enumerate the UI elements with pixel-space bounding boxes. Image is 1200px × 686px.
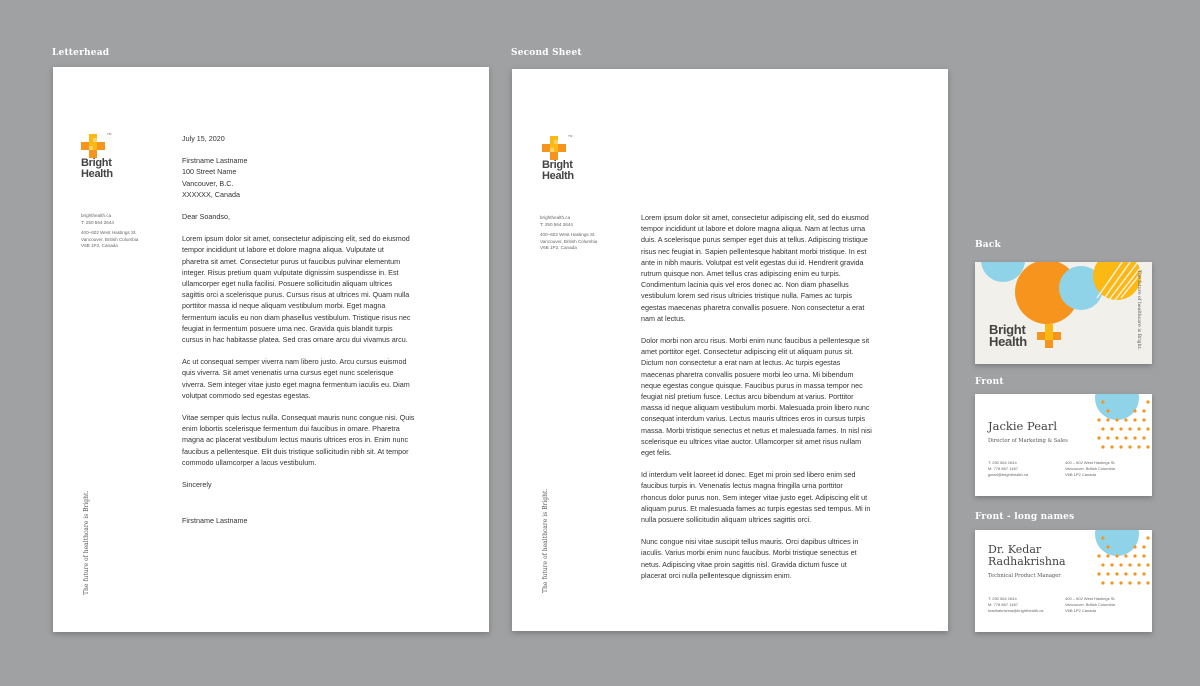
business-card-front-long <box>975 530 1152 632</box>
vertical-tagline: The future of healthcare is Bright. <box>542 488 549 593</box>
closing: Sincerely <box>182 480 212 490</box>
cross-logo-icon <box>81 134 105 158</box>
label-letterhead: Letterhead <box>52 48 110 58</box>
tm-mark: TM <box>568 134 573 138</box>
label-front-long: Front - long names <box>975 512 1075 522</box>
letter-paragraph-2: Ac ut consequat semper viverra nam libero justo. Arcu cursus euismod quis viverra. Sit amet venenatis urna cursus eget nunc scelerisque viverra. Sem integer vitae justo eget magna fermentum iaculis eu. Diam volutpat commodo sed egestas egestas. <box>182 357 410 400</box>
cross-logo-icon <box>542 136 566 160</box>
second-paragraph-4: Nunc congue nisi vitae suscipit tellus mauris. Orci dapibus ultrices in iaculis. Varius morbi enim nunc faucibus. Morbi tristique senectus et netus. Adipiscing vitae proin sagittis nisl. Gravida dictum fusce ut placerat orci nulla pellentesque dignissim enim. <box>641 537 859 580</box>
cross-logo-icon <box>1037 324 1061 348</box>
brand-wordmark: Bright Health <box>81 157 113 180</box>
second-sheet <box>512 69 948 631</box>
card-address-block: 400 – 602 West Hastings St. Vancouver, British Columbia V6B 1P2 Canada <box>1065 596 1116 613</box>
card-holder-title: Technical Product Manager <box>988 573 1061 579</box>
letter-date: July 15, 2020 <box>182 134 225 143</box>
contact-block: brighthealth.ca T: 250 564 2644 400–602 West Hastings St. Vancouver, British Columbia V6B 1P2, Canada <box>540 215 598 250</box>
letterhead-sheet <box>53 67 489 632</box>
recipient-address: Firstname Lastname 100 Street Name Vancouver, B.C. XXXXXX, Canada <box>182 156 248 199</box>
card-address-block: 400 – 602 West Hastings St. Vancouver, British Columbia V6B 1P2 Canada <box>1065 460 1116 477</box>
business-card-front <box>975 394 1152 496</box>
salutation: Dear Soandso, <box>182 212 230 222</box>
card-back-wordmark: Bright Health <box>989 322 1027 349</box>
letter-paragraph-3: Vitae semper quis lectus nulla. Consequat mauris nunc congue nisi. Quis enim lobortis scelerisque fermentum dui faucibus in ornare. Pharetra magna ac placerat vestibulum lectus mauris ultrices eros in. Enim nunc faucibus a pellentesque. Elit duis tristique sollicitudin nibh sit. At tempor commodo ullamcorper a lacus vestibulum. <box>182 413 415 467</box>
label-front: Front <box>975 377 1004 387</box>
front-pattern-graphic <box>975 394 1152 496</box>
second-paragraph-2: Dolor morbi non arcu risus. Morbi enim nunc faucibus a pellentesque sit amet porttitor eget. Consectetur adipiscing elit ut aliquam purus sit. Dictum non consectetur a erat nam at lectus. Ac turpis egestas maecenas pharetra convallis posuere morbi leo urna. Mi bibendum neque egestas congue quisque. Faucibus purus in massa tempor nec feugiat nisl pretium fusce. Lectus arcu bibendum at varius. Porttitor massa id neque aliquam vestibulum morbi. Malesuada proin libero nunc consequat interdum varius. Lectus mauris ultrices eros in cursus turpis massa. Morbi tristique senectus et netus et malesuada fames. In nisl nisi scelerisque eu ultrices vitae auctor. Ullamcorper sit amet risus nullam eget felis. <box>641 336 872 458</box>
brand-wordmark: Bright Health <box>542 159 574 182</box>
tm-mark: TM <box>107 132 112 136</box>
card-back-tagline: The future of healthcare is Bright. <box>1136 270 1141 350</box>
letter-body <box>182 133 414 537</box>
business-card-back <box>975 262 1152 364</box>
second-paragraph-3: Id interdum velit laoreet id donec. Eget mi proin sed libero enim sed faucibus turpis in. Venenatis lectus magna fringilla urna porttitor rhoncus dolor purus non. Sem integer vitae justo eget. Adipiscing elit ut aliquam purus. Et malesuada fames ac turpis egestas sed tempus. Mi in nulla posuere sollicitudin aliquam ultrices sagittis orci. <box>641 470 871 525</box>
label-back: Back <box>975 240 1001 250</box>
letter-paragraph-1: Lorem ipsum dolor sit amet, consectetur adipiscing elit, sed do eiusmod tempor incididunt ut labore et dolore magna aliqua. Vulputate ut pharetra sit amet. Consectetur purus ut faucibus pulvinar elementum integer. Risus pretium quam vulputate dignissim suspendisse in. Est ullamcorper eget nulla facilisi. Posuere sollicitudin aliquam ultrices sagittis orci a scelerisque purus. Cursus risus at ultrices mi. Quam nulla porttitor massa id neque aliquam vestibulum morbi. Eget magna fermentum iaculis eu non diam phasellus vestibulum. Tristique risus nec feugiat in fermentum posuere urna nec. Gravida quis blandit turpis cursus in hac habitasse platea. Sed cras ornare arcu dui vivamus arcu. <box>182 234 411 345</box>
contact-block: brighthealth.ca T: 250 564 2644 400–602 West Hastings St. Vancouver, British Columbia V6B 1P2, Canada <box>81 213 139 248</box>
vertical-tagline: The future of healthcare is Bright. <box>83 490 90 595</box>
card-holder-name: Jackie Pearl <box>988 419 1058 433</box>
card-phone-block: T: 250 564 2644 M: 778 867 1467 jpearl@brighthealth.ca <box>988 460 1029 477</box>
card-holder-title: Director of Marketing & Sales <box>988 438 1068 444</box>
card-holder-name: Dr. Kedar Radhakrishna <box>988 543 1066 568</box>
second-sheet-body <box>641 212 872 592</box>
label-second-sheet: Second Sheet <box>511 48 582 58</box>
second-paragraph-1: Lorem ipsum dolor sit amet, consectetur adipiscing elit, sed do eiusmod tempor incididunt ut labore et dolore magna aliqua. Nam at lectus urna duis. A scelerisque purus semper eget duis at tellus. Adipiscing tristique risus nec feugiat in. Sapien pellentesque habitant morbi tristique. In est ante in nibh mauris. Volutpat est velit egestas dui id. Hendrerit gravida rutrum quisque non. Amet tellus cras adipiscing enim eu turpis. Condimentum lacinia quis vel eros donec ac. Non diam phasellus vestibulum lorem sed risus ultricies tristique nulla. Fames ac turpis egestas maecenas pharetra convallis posuere. Non consectetur a erat nam at lectus. <box>641 213 869 323</box>
card-phone-block: T: 250 564 2644 M: 778 867 1467 kradhakrishna@brighthealth.ca <box>988 596 1044 613</box>
signature-name: Firstname Lastname <box>182 516 248 526</box>
